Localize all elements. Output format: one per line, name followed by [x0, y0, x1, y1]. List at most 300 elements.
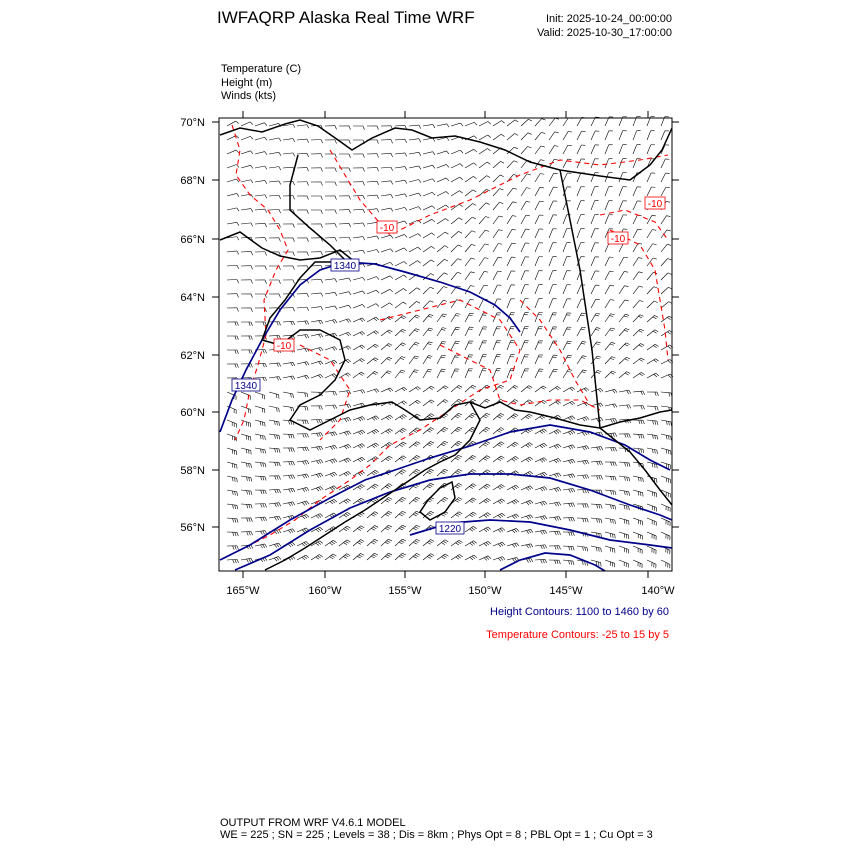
wind-barb-feather [444, 259, 448, 261]
wind-barb [395, 525, 402, 532]
wind-barb [227, 222, 237, 224]
wind-barb [325, 391, 335, 392]
wind-barb-feather [360, 319, 363, 322]
wind-barb-feather [613, 505, 614, 509]
wind-barb [549, 229, 553, 238]
wind-barb-feather [249, 532, 251, 536]
wind-barb [465, 385, 472, 392]
wind-barb-feather [474, 149, 477, 152]
wind-barb-feather [568, 418, 571, 421]
wind-barb [255, 392, 264, 395]
wind-barb-feather [247, 559, 249, 562]
wind-barb-feather [555, 531, 557, 535]
wind-barb-feather [334, 472, 337, 475]
wind-barb-feather [554, 432, 557, 435]
wind-barb [647, 532, 656, 536]
wind-barb [395, 194, 405, 196]
wind-barb-feather [233, 505, 234, 509]
wind-barb [269, 406, 279, 408]
wind-barb-feather [251, 322, 252, 326]
wind-barb-feather [405, 207, 407, 210]
wind-barb [451, 369, 455, 378]
wind-barb-feather [531, 558, 533, 561]
wind-barb-feather [585, 461, 587, 464]
wind-barb [367, 525, 375, 532]
wind-barb-feather [371, 487, 374, 489]
wind-barb-feather [305, 434, 307, 438]
wind-barb [409, 180, 419, 182]
wind-barb-feather [612, 371, 616, 373]
wind-barb [437, 400, 445, 406]
wind-barb-feather [347, 554, 350, 556]
wind-barb-feather [530, 457, 533, 460]
wind-barb [535, 229, 539, 238]
wind-barb-feather [277, 449, 278, 453]
wind-barb-feather [445, 554, 448, 556]
wind-barb [297, 528, 306, 532]
wind-barb-feather [573, 547, 574, 551]
wind-barb-feather [251, 478, 252, 482]
wind-barb [591, 187, 595, 196]
wind-barb-feather [472, 441, 476, 443]
wind-barb-feather [639, 374, 642, 376]
wind-barb-feather [275, 462, 276, 466]
wind-barb-feather [335, 168, 336, 172]
wind-barb-feather [528, 146, 532, 147]
wind-barb-feather [555, 546, 557, 550]
wind-barb-feather [333, 432, 335, 435]
wind-barb [633, 560, 642, 564]
wind-barb-feather [457, 499, 460, 501]
wind-barb [591, 532, 601, 534]
wind-barb-feather [582, 372, 586, 373]
wind-barb [521, 201, 526, 210]
wind-barb-feather [265, 531, 267, 534]
wind-barb-feather [304, 515, 307, 518]
wind-barb [241, 165, 251, 168]
wind-barb-feather [418, 247, 421, 250]
wind-barb [549, 299, 553, 308]
wind-barb-feather [307, 210, 308, 214]
wind-barb [493, 428, 501, 434]
wind-barb-feather [249, 504, 250, 508]
wind-barb-feather [321, 182, 322, 186]
wind-barb-feather [344, 419, 346, 422]
wind-barb [591, 201, 595, 210]
wind-barb [479, 470, 487, 476]
wind-barb [465, 526, 473, 532]
wind-barb-feather [641, 420, 642, 424]
wind-barb-feather [559, 546, 561, 550]
wind-barb-feather [483, 416, 487, 418]
wind-barb-feather [556, 402, 559, 404]
wind-barb-feather [249, 518, 250, 522]
wind-barb [549, 531, 559, 532]
wind-barb-feather [570, 402, 573, 405]
wind-barb [549, 132, 555, 140]
wind-barb-feather [376, 443, 379, 446]
wind-barb [661, 374, 670, 378]
wind-barb [479, 369, 483, 378]
wind-barb-feather [629, 477, 630, 481]
wind-barb-feather [335, 126, 337, 130]
wind-barb-feather [587, 547, 588, 551]
lon-label: 160°W [308, 585, 342, 597]
wind-barb-feather [344, 515, 347, 517]
wind-barb-feather [554, 173, 558, 174]
wind-barb-feather [237, 208, 239, 211]
wind-barb-feather [441, 430, 445, 432]
wind-barb [227, 121, 236, 126]
wind-barb-feather [400, 344, 404, 346]
wind-barb [591, 546, 601, 548]
wind-barb-feather [251, 223, 253, 227]
wind-barb [451, 123, 461, 126]
wind-barb [479, 216, 486, 224]
wind-barb-feather [584, 389, 587, 392]
wind-barb-feather [442, 328, 446, 329]
wind-barb [493, 257, 498, 266]
wind-barb-feather [374, 430, 377, 433]
wind-barb [521, 369, 525, 378]
wind-barb-feather [668, 375, 671, 378]
wind-barb [577, 117, 582, 126]
wind-barb-feather [429, 387, 432, 389]
wind-barb [227, 150, 236, 154]
wind-barb-feather [542, 119, 546, 120]
wind-barb-feather [402, 388, 405, 391]
wind-barb-feather [249, 336, 250, 340]
wind-barb-feather [401, 541, 405, 543]
wind-barb-feather [445, 246, 448, 248]
wind-barb-feather [277, 322, 279, 326]
wind-barb-feather [512, 530, 515, 533]
wind-barb-feather [316, 461, 318, 464]
wind-barb [451, 385, 459, 392]
wind-barb-feather [372, 445, 375, 448]
wind-barb-feather [586, 402, 589, 405]
wind-barb-feather [390, 415, 393, 418]
wind-barb [381, 330, 389, 336]
wind-barb-feather [428, 356, 432, 357]
wind-barb [465, 176, 473, 182]
wind-barb-feather [544, 443, 547, 446]
wind-barb [633, 201, 637, 210]
wind-barb-feather [385, 486, 388, 488]
wind-barb [647, 420, 657, 421]
wind-barb [367, 484, 375, 490]
wind-barb-feather [457, 286, 461, 287]
wind-barb-feather [513, 415, 516, 417]
wind-barb-feather [486, 189, 490, 191]
wind-barb-feather [335, 333, 337, 336]
wind-barb [661, 259, 668, 266]
wind-barb-feather [390, 388, 393, 391]
wind-barb [451, 327, 456, 336]
height-contour [220, 262, 520, 432]
wind-barb-feather [541, 531, 543, 534]
wind-barb-feather [237, 350, 238, 354]
wind-barb-feather [402, 329, 406, 331]
wind-barb-feather [358, 487, 361, 489]
wind-barb-feather [235, 322, 236, 326]
wind-barb-feather [458, 441, 462, 443]
wind-barb [647, 406, 657, 407]
wind-barb [507, 514, 516, 518]
wind-barb-feather [572, 387, 575, 390]
wind-barb [437, 151, 447, 154]
wind-barb-feather [347, 512, 350, 514]
lat-label: 60°N [180, 407, 205, 419]
wind-barb [577, 370, 583, 378]
wind-barb-feather [345, 514, 348, 516]
wind-barb-feather [385, 514, 389, 516]
wind-barb [479, 313, 483, 322]
wind-barb [465, 498, 473, 504]
wind-barb-feather [357, 556, 361, 558]
wind-barb-feather [385, 528, 389, 530]
wind-barb [367, 250, 377, 252]
wind-barb [353, 250, 363, 252]
wind-barb-feather [251, 505, 252, 509]
wind-barb-feather [601, 476, 603, 480]
wind-barb-feather [639, 345, 643, 347]
wind-barb [353, 304, 362, 308]
wind-barb-feather [499, 230, 503, 231]
wind-barb-feather [307, 307, 309, 311]
wind-barb-feather [403, 316, 406, 318]
wind-barb [353, 209, 363, 210]
wind-barb [577, 215, 581, 224]
wind-barb-feather [416, 388, 419, 390]
wind-barb [591, 131, 595, 140]
wind-barb [437, 273, 444, 280]
wind-barb [451, 441, 458, 448]
wind-barb-feather [344, 501, 347, 503]
wind-barb-feather [497, 430, 500, 432]
wind-barb [661, 420, 671, 422]
wind-barb [535, 215, 539, 224]
wind-barb [619, 314, 625, 322]
wind-barb-feather [615, 477, 616, 481]
wind-barb-feather [472, 413, 476, 415]
wind-barb [605, 371, 612, 378]
temperature-contour-label: -10 [276, 341, 292, 352]
wind-barb-feather [363, 154, 364, 158]
wind-barb-feather [611, 462, 612, 466]
wind-barb-feather [278, 557, 281, 560]
lon-label: 140°W [641, 585, 675, 597]
wind-barb-feather [265, 294, 266, 298]
wind-barb-feather [349, 292, 351, 295]
wind-barb [633, 372, 641, 378]
wind-barb-feather [237, 237, 239, 241]
wind-barb [619, 173, 623, 182]
wind-barb-feather [263, 504, 265, 508]
wind-barb-feather [573, 459, 575, 462]
wind-barb [409, 193, 419, 196]
wind-barb [647, 373, 656, 378]
wind-barb [325, 279, 335, 280]
wind-barb [507, 120, 515, 126]
wind-barb-feather [441, 543, 444, 545]
wind-barb-feather [307, 461, 309, 464]
wind-barb-feather [514, 385, 518, 387]
wind-barb-feather [386, 459, 389, 461]
wind-barb [591, 215, 595, 224]
wind-barb-feather [415, 499, 419, 501]
wind-barb-feather [307, 362, 309, 365]
wind-barb-feather [502, 499, 505, 501]
wind-barb-feather [472, 556, 475, 559]
wind-barb-feather [433, 124, 435, 127]
wind-barb-feather [359, 555, 363, 557]
wind-barb-feather [279, 294, 280, 298]
wind-barb [521, 355, 525, 364]
wind-barb-feather [373, 527, 377, 529]
wind-barb [493, 285, 497, 294]
wind-barb-feather [444, 497, 448, 499]
wind-barb [493, 456, 501, 462]
wind-barb-feather [529, 443, 532, 445]
lat-label: 66°N [180, 234, 205, 246]
wind-barb-feather [399, 445, 402, 447]
wind-barb-feather [554, 474, 556, 477]
wind-barb-feather [625, 373, 628, 375]
wind-barb-feather [573, 503, 575, 507]
wind-barb-feather [484, 271, 488, 272]
wind-barb-feather [457, 272, 461, 273]
wind-barb-feather [302, 475, 304, 478]
wind-barb-feather [419, 125, 421, 129]
wind-barb-feather [625, 300, 629, 301]
wind-barb-feather [374, 332, 377, 334]
wind-barb-feather [279, 138, 281, 141]
wind-barb-feather [471, 387, 475, 389]
wind-barb [367, 470, 375, 476]
wind-barb-feather [330, 433, 332, 436]
wind-barb [647, 490, 656, 493]
wind-barb-feather [502, 513, 505, 516]
wind-barb [535, 386, 543, 392]
wind-barb-feather [346, 374, 349, 376]
wind-barb [563, 229, 567, 238]
wind-barb [297, 447, 307, 448]
wind-barb-feather [557, 502, 559, 505]
wind-barb-feather [487, 149, 490, 151]
wind-barb-feather [250, 151, 253, 154]
wind-barb-feather [497, 459, 500, 461]
wind-barb-feather [343, 556, 346, 558]
wind-barb-feather [279, 408, 280, 412]
wind-barb [311, 514, 320, 518]
wind-barb [227, 251, 237, 252]
wind-barb-feather [512, 459, 515, 461]
wind-barb-feather [427, 486, 431, 488]
wind-barb-feather [540, 517, 542, 520]
wind-barb-feather [528, 501, 531, 504]
wind-barb-feather [487, 484, 490, 486]
wind-barb [367, 539, 374, 546]
wind-barb-feather [264, 123, 267, 126]
wind-barb-feather [599, 505, 600, 509]
wind-barb-feather [526, 201, 530, 202]
wind-barb-feather [251, 558, 253, 561]
wind-barb-feather [347, 404, 349, 407]
wind-barb [395, 139, 405, 140]
wind-barb-feather [431, 554, 434, 556]
wind-barb-feather [277, 363, 279, 367]
wind-barb-feather [389, 343, 393, 345]
wind-barb-feather [541, 560, 543, 564]
wind-barb-feather [569, 489, 571, 492]
wind-barb-feather [596, 313, 600, 314]
wind-barb-feather [251, 336, 252, 340]
wind-barb [423, 314, 429, 322]
wind-barb-feather [349, 251, 351, 255]
wind-barb [661, 434, 671, 436]
wind-barb [605, 357, 612, 364]
wind-barb-feather [332, 347, 335, 350]
wind-barb-feather [419, 152, 421, 155]
wind-barb [311, 555, 319, 560]
wind-barb [535, 327, 539, 336]
wind-barb-feather [543, 386, 546, 388]
wind-barb-feather [512, 445, 515, 447]
wind-barb [521, 243, 525, 252]
wind-barb-feather [399, 458, 402, 460]
wind-barb-feather [318, 556, 321, 558]
wind-barb-feather [265, 308, 266, 312]
wind-barb-feather [470, 529, 473, 531]
wind-barb-feather [666, 187, 670, 188]
wind-barb [367, 371, 374, 378]
wind-barb-feather [277, 517, 279, 520]
wind-barb-feather [348, 373, 351, 375]
wind-barb-feather [643, 391, 645, 395]
wind-barb-feather [485, 401, 489, 403]
lat-label: 68°N [180, 175, 205, 187]
wind-barb-feather [335, 418, 337, 421]
wind-barb-feather [401, 429, 404, 431]
wind-barb-feather [335, 445, 337, 448]
wind-barb-feather [334, 459, 337, 462]
wind-barb [577, 299, 581, 308]
wind-barb-feather [500, 161, 504, 163]
wind-barb-feather [461, 123, 463, 126]
wind-barb-feather [233, 560, 235, 564]
wind-barb-feather [263, 517, 265, 521]
model-info: OUTPUT FROM WRF V4.6.1 MODEL [220, 817, 406, 829]
wind-barb [507, 456, 515, 462]
wind-barb-feather [279, 195, 281, 199]
wind-barb-feather [627, 372, 630, 374]
wind-barb-feather [375, 470, 378, 472]
wind-barb [591, 504, 601, 505]
wind-barb [563, 173, 567, 182]
wind-barb-feather [484, 529, 487, 532]
wind-barb-feather [330, 501, 333, 504]
wind-barb-feather [528, 444, 531, 446]
wind-barb-feather [431, 246, 434, 248]
wind-barb-feather [358, 446, 361, 449]
wind-barb-feather [512, 559, 514, 562]
wind-barb-feather [402, 416, 405, 418]
wind-barb [465, 203, 473, 210]
wind-barb [563, 416, 572, 420]
wind-barb-feather [499, 415, 503, 417]
wind-barb-feather [362, 457, 365, 460]
